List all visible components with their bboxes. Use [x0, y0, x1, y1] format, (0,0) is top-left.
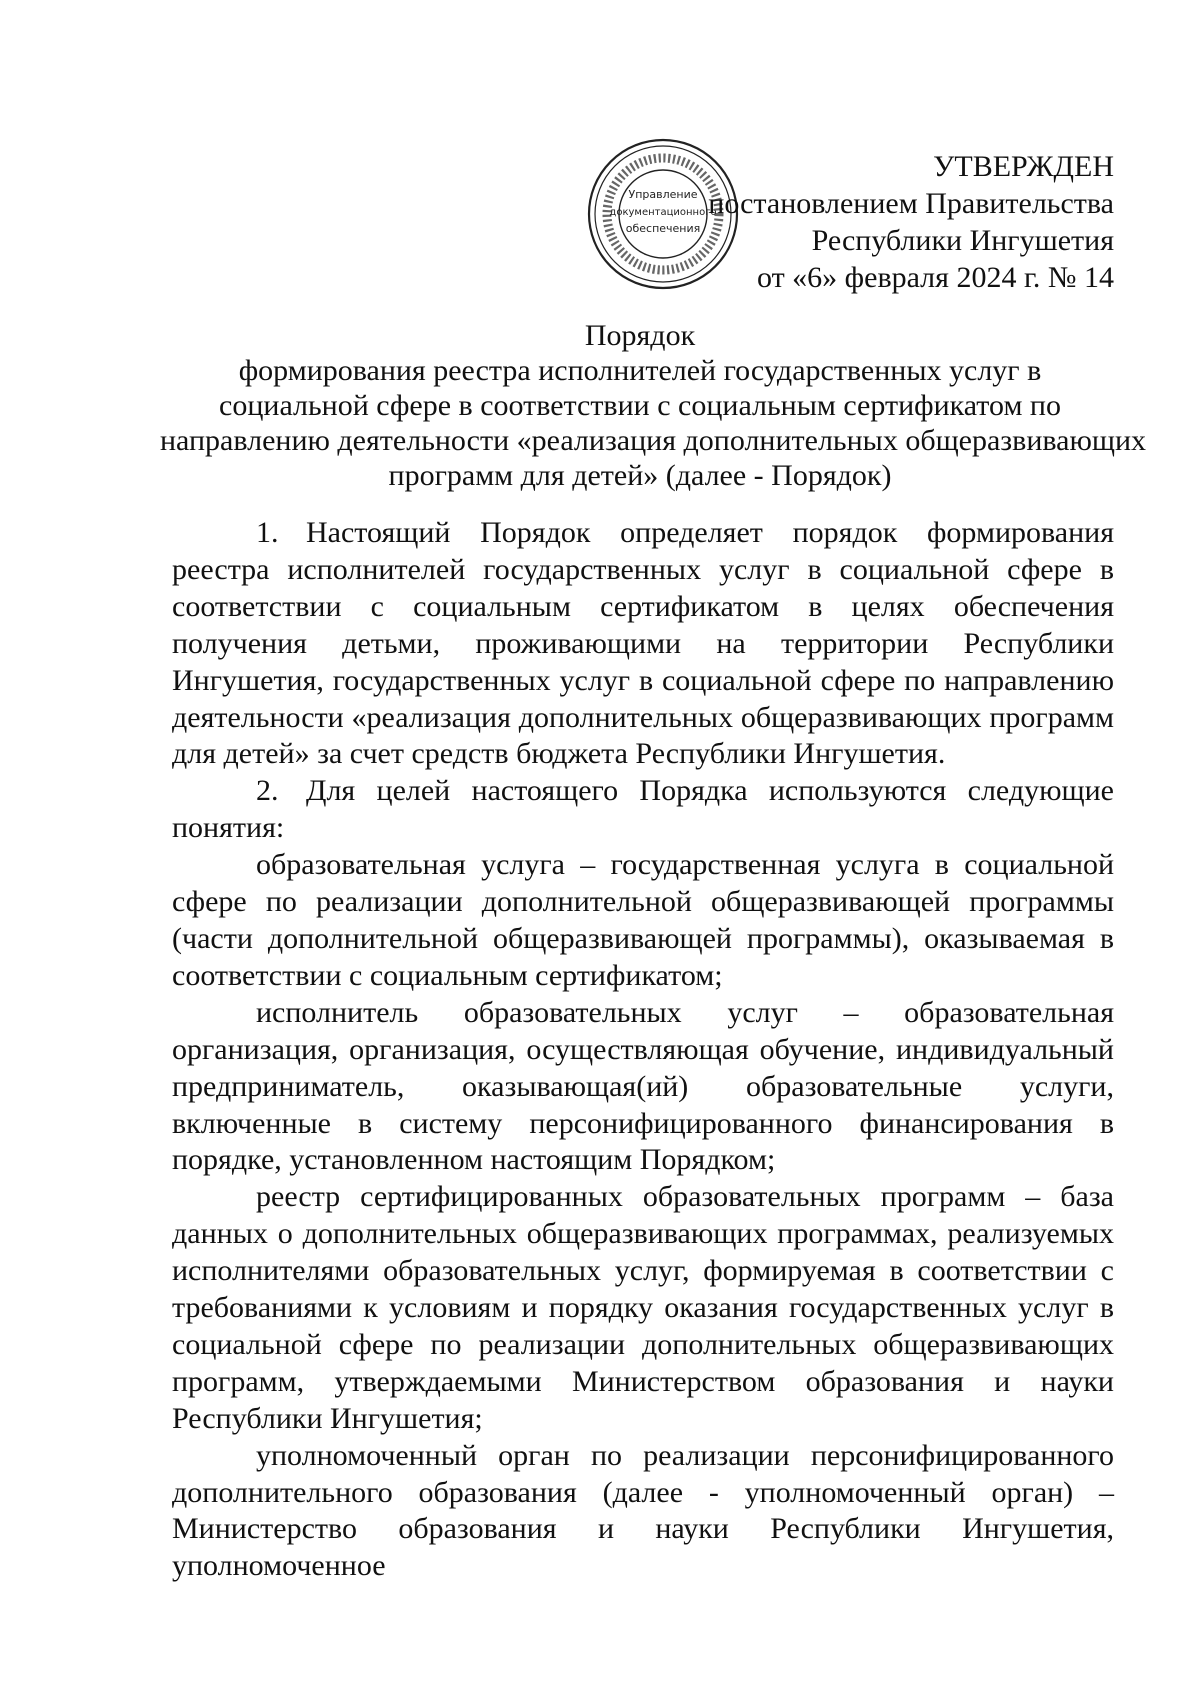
approval-date-number: от «6» февраля 2024 г. № 14 — [756, 261, 1114, 294]
approval-block — [708, 148, 1114, 296]
paragraph-2-text: Для целей настоящего Порядка используются следующие понятия: — [172, 774, 1114, 845]
stamp-line-2: документационного — [609, 207, 717, 218]
paragraph-1-text: Настоящий Порядок определяет порядок формирования реестра исполнителей государственных услуг в социальной сфере в соответствии с социальным сертификатом в целях обеспечения получения детьми, проживающими на территории Республики Ингушетия, государственных услуг в социальной сфере по направлению деятельности «реализация дополнительных общеразвивающих программ для детей» за счет средств бюджета Республики Ингушетия. — [172, 516, 1114, 771]
definition-service-provider: исполнитель образовательных услуг – образовательная организация, организация, осуществляющая обучение, индивидуальный предприниматель, оказывающая(ий) образовательные услуги, включенные в систему персонифицированного финансирования в порядке, установленном настоящим Порядком; — [172, 995, 1114, 1177]
paragraph-2 — [172, 773, 1114, 847]
approval-approved: УТВЕРЖДЕН — [933, 150, 1114, 183]
definition-educational-service: образовательная услуга – государственная услуга в социальной сфере по реализации дополнительной общеразвивающей программы (части дополнительной общеразвивающей программы), оказываемая в соответствии с социальным сертификатом; — [172, 848, 1114, 992]
stamp-line-3: обеспечения — [625, 222, 701, 235]
title-line-4: программ для детей» (далее - Порядок) — [388, 459, 892, 492]
paragraph-1-number: 1. — [256, 516, 279, 549]
title-line-3: направлению деятельности «реализация дополнительных общеразвивающих — [160, 424, 1147, 457]
paragraph-2-number: 2. — [256, 774, 279, 808]
stamp-line-1: Управление — [628, 188, 698, 201]
title-line-2: социальной сфере в соответствии с социальным сертификатом по — [219, 389, 1061, 422]
definition-authorized-body: уполномоченный орган по реализации персонифицированного дополнительного образования (далее - уполномоченный орган) – Министерство образования и науки Республики Ингушетия, уполномоченное — [172, 1438, 1114, 1583]
approval-resolution: постановлением Правительства — [708, 187, 1114, 220]
definition-program-registry: реестр сертифицированных образовательных программ – база данных о дополнительных общеразвивающих программах, реализуемых исполнителями образовательных услуг, формируемая в соответствии с требованиями к условиям и порядку оказания государственных услуг в социальной сфере по реализации дополнительных общеразвивающих программ, утверждаемыми Министерством образования и науки Республики Ингушетия; — [172, 1180, 1114, 1435]
title-heading: Порядок — [584, 319, 696, 352]
paragraph-1 — [172, 515, 1114, 773]
document-title — [160, 318, 1147, 493]
document-body — [172, 515, 1114, 1585]
approval-republic: Республики Ингушетия — [811, 224, 1114, 257]
title-line-1: формирования реестра исполнителей государственных услуг в — [238, 354, 1042, 387]
